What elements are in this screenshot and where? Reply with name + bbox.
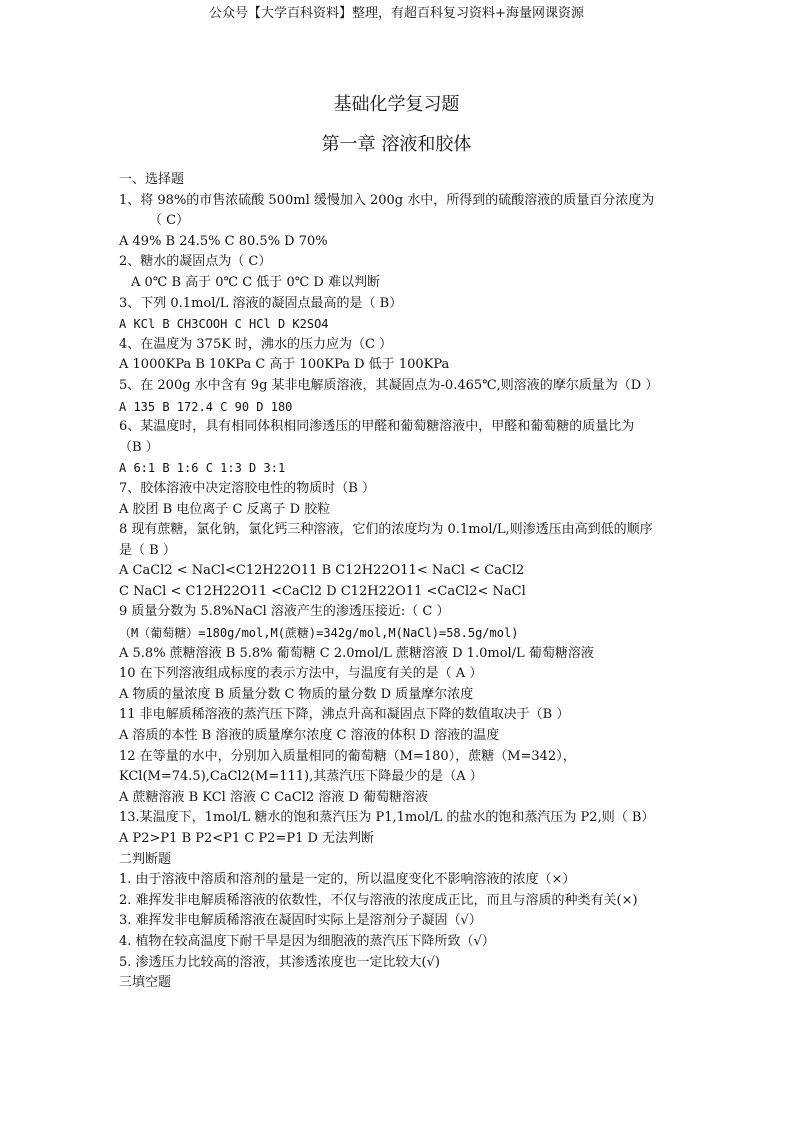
answer-blank: （ C） [149,213,190,229]
options-line: A 6:1 B 1:6 C 1:3 D 3:1 [119,461,286,476]
judgment-item: 2. 难挥发非电解质稀溶液的依数性，不仅与溶液的浓度成正比，而且与溶质的种类有关(×) [119,892,638,908]
question-text: 11 非电解质稀溶液的蒸汽压下降，沸点升高和凝固点下降的数值取决于（B ） [119,707,570,723]
judgment-item: 1. 由于溶液中溶质和溶剂的量是一定的，所以温度变化不影响溶液的浓度（×） [119,872,576,888]
question-text: 3、下列 0.1mol/L 溶液的凝固点最高的是（ B） [119,295,403,311]
judgment-item: 4. 植物在较高温度下耐干旱是因为细胞液的蒸汽压下降所致（√） [119,933,495,949]
options-line: A CaCl2 < NaCl<C12H22O11 B C12H22O11< NaCl < CaCl2 [119,563,525,579]
question-text: 9 质量分数为 5.8%NaCl 溶液产生的渗透压接近:（ C ） [119,604,450,620]
question-text: 2、糖水的凝固点为（ C） [119,254,272,270]
options-line: A KCl B CH3COOH C HCl D K2SO4 [119,317,329,332]
question-text: 7、胶体溶液中决定溶胶电性的物质时（B ） [119,480,375,496]
options-line: A 0℃ B 高于 0℃ C 低于 0℃ D 难以判断 [131,274,380,290]
options-line: A 胶团 B 电位离子 C 反离子 D 胶粒 [119,501,331,517]
question-text: 5、在 200g 水中含有 9g 某非电解质溶液，其凝固点为-0.465℃,则溶液的摩尔质量为（D ） [119,377,659,393]
question-note: （M（葡萄糖）=180g/mol,M(蔗糖)=342g/mol,M(NaCl)=58.5g/mol) [119,626,519,641]
options-line: A P2>P1 B P2<P1 C P2=P1 D 无法判断 [119,831,375,846]
document-title: 基础化学复习题 [333,94,460,115]
question-body [119,170,679,994]
question-text: 6、某温度时，具有相同体积相同渗透压的甲醛和葡萄糖溶液中，甲醛和葡萄糖的质量比为 [119,419,635,435]
page-header: 公众号【大学百科资料】整理，有超百科复习资料+海量网课资源 [209,6,584,21]
question-text: 1、将 98%的市售浓硫酸 500ml 缓慢加入 200g 水中，所得到的硫酸溶液的质量百分浓度为 [119,192,655,208]
question-text: 12 在等量的水中，分别加入质量相同的葡萄糖（M=180），蔗糖（M=342）， [119,748,576,764]
options-line: A 物质的量浓度 B 质量分数 C 物质的量分数 D 质量摩尔浓度 [119,686,474,702]
section-heading: 三填空题 [119,975,172,991]
section-heading: 二判断题 [119,851,172,867]
section-heading: 一、选择题 [119,172,185,187]
options-line: A 1000KPa B 10KPa C 高于 100KPa D 低于 100KPa [119,357,450,373]
question-text: 13.某温度下，1mol/L 糖水的饱和蒸汽压为 P1,1mol/L 的盐水的饱和蒸汽压为 P2,则（ B） [119,810,655,826]
options-line: A 5.8% 蔗糖溶液 B 5.8% 葡萄糖 C 2.0mol/L 蔗糖溶液 D 1.0mol/L 葡萄糖溶液 [119,645,594,661]
judgment-item: 5. 渗透压力比较高的溶液，其渗透浓度也一定比较大(√) [119,954,440,970]
options-line: A 135 B 172.4 C 90 D 180 [119,399,293,414]
options-line: A 溶质的本性 B 溶液的质量摩尔浓度 C 溶液的体积 D 溶液的温度 [119,728,500,744]
question-text: 4、在温度为 375K 时，沸水的压力应为（C ） [119,336,393,352]
answer-blank: 是（ B ） [119,542,176,558]
chapter-title: 第一章 溶液和胶体 [321,134,472,155]
question-text: 8 现有蔗糖，氯化钠，氯化钙三种溶液，它们的浓度均为 0.1mol/L,则渗透压由高到低的顺序 [119,522,653,538]
answer-blank: （B ） [119,439,159,455]
options-line: A 49% B 24.5% C 80.5% D 70% [119,233,328,249]
question-text: 10 在下列溶液组成标度的表示方法中，与温度有关的是（ A ） [119,666,483,682]
options-line: A 蔗糖溶液 B KCl 溶液 C CaCl2 溶液 D 葡萄糖溶液 [119,789,429,805]
judgment-item: 3. 难挥发非电解质稀溶液在凝固时实际上是溶剂分子凝固（√） [119,913,482,929]
question-text: KCl(M=74.5),CaCl2(M=111),其蒸汽压下降最少的是（A ） [119,769,483,785]
options-line: C NaCl < C12H22O11 <CaCl2 D C12H22O11 <CaCl2< NaCl [119,583,526,599]
